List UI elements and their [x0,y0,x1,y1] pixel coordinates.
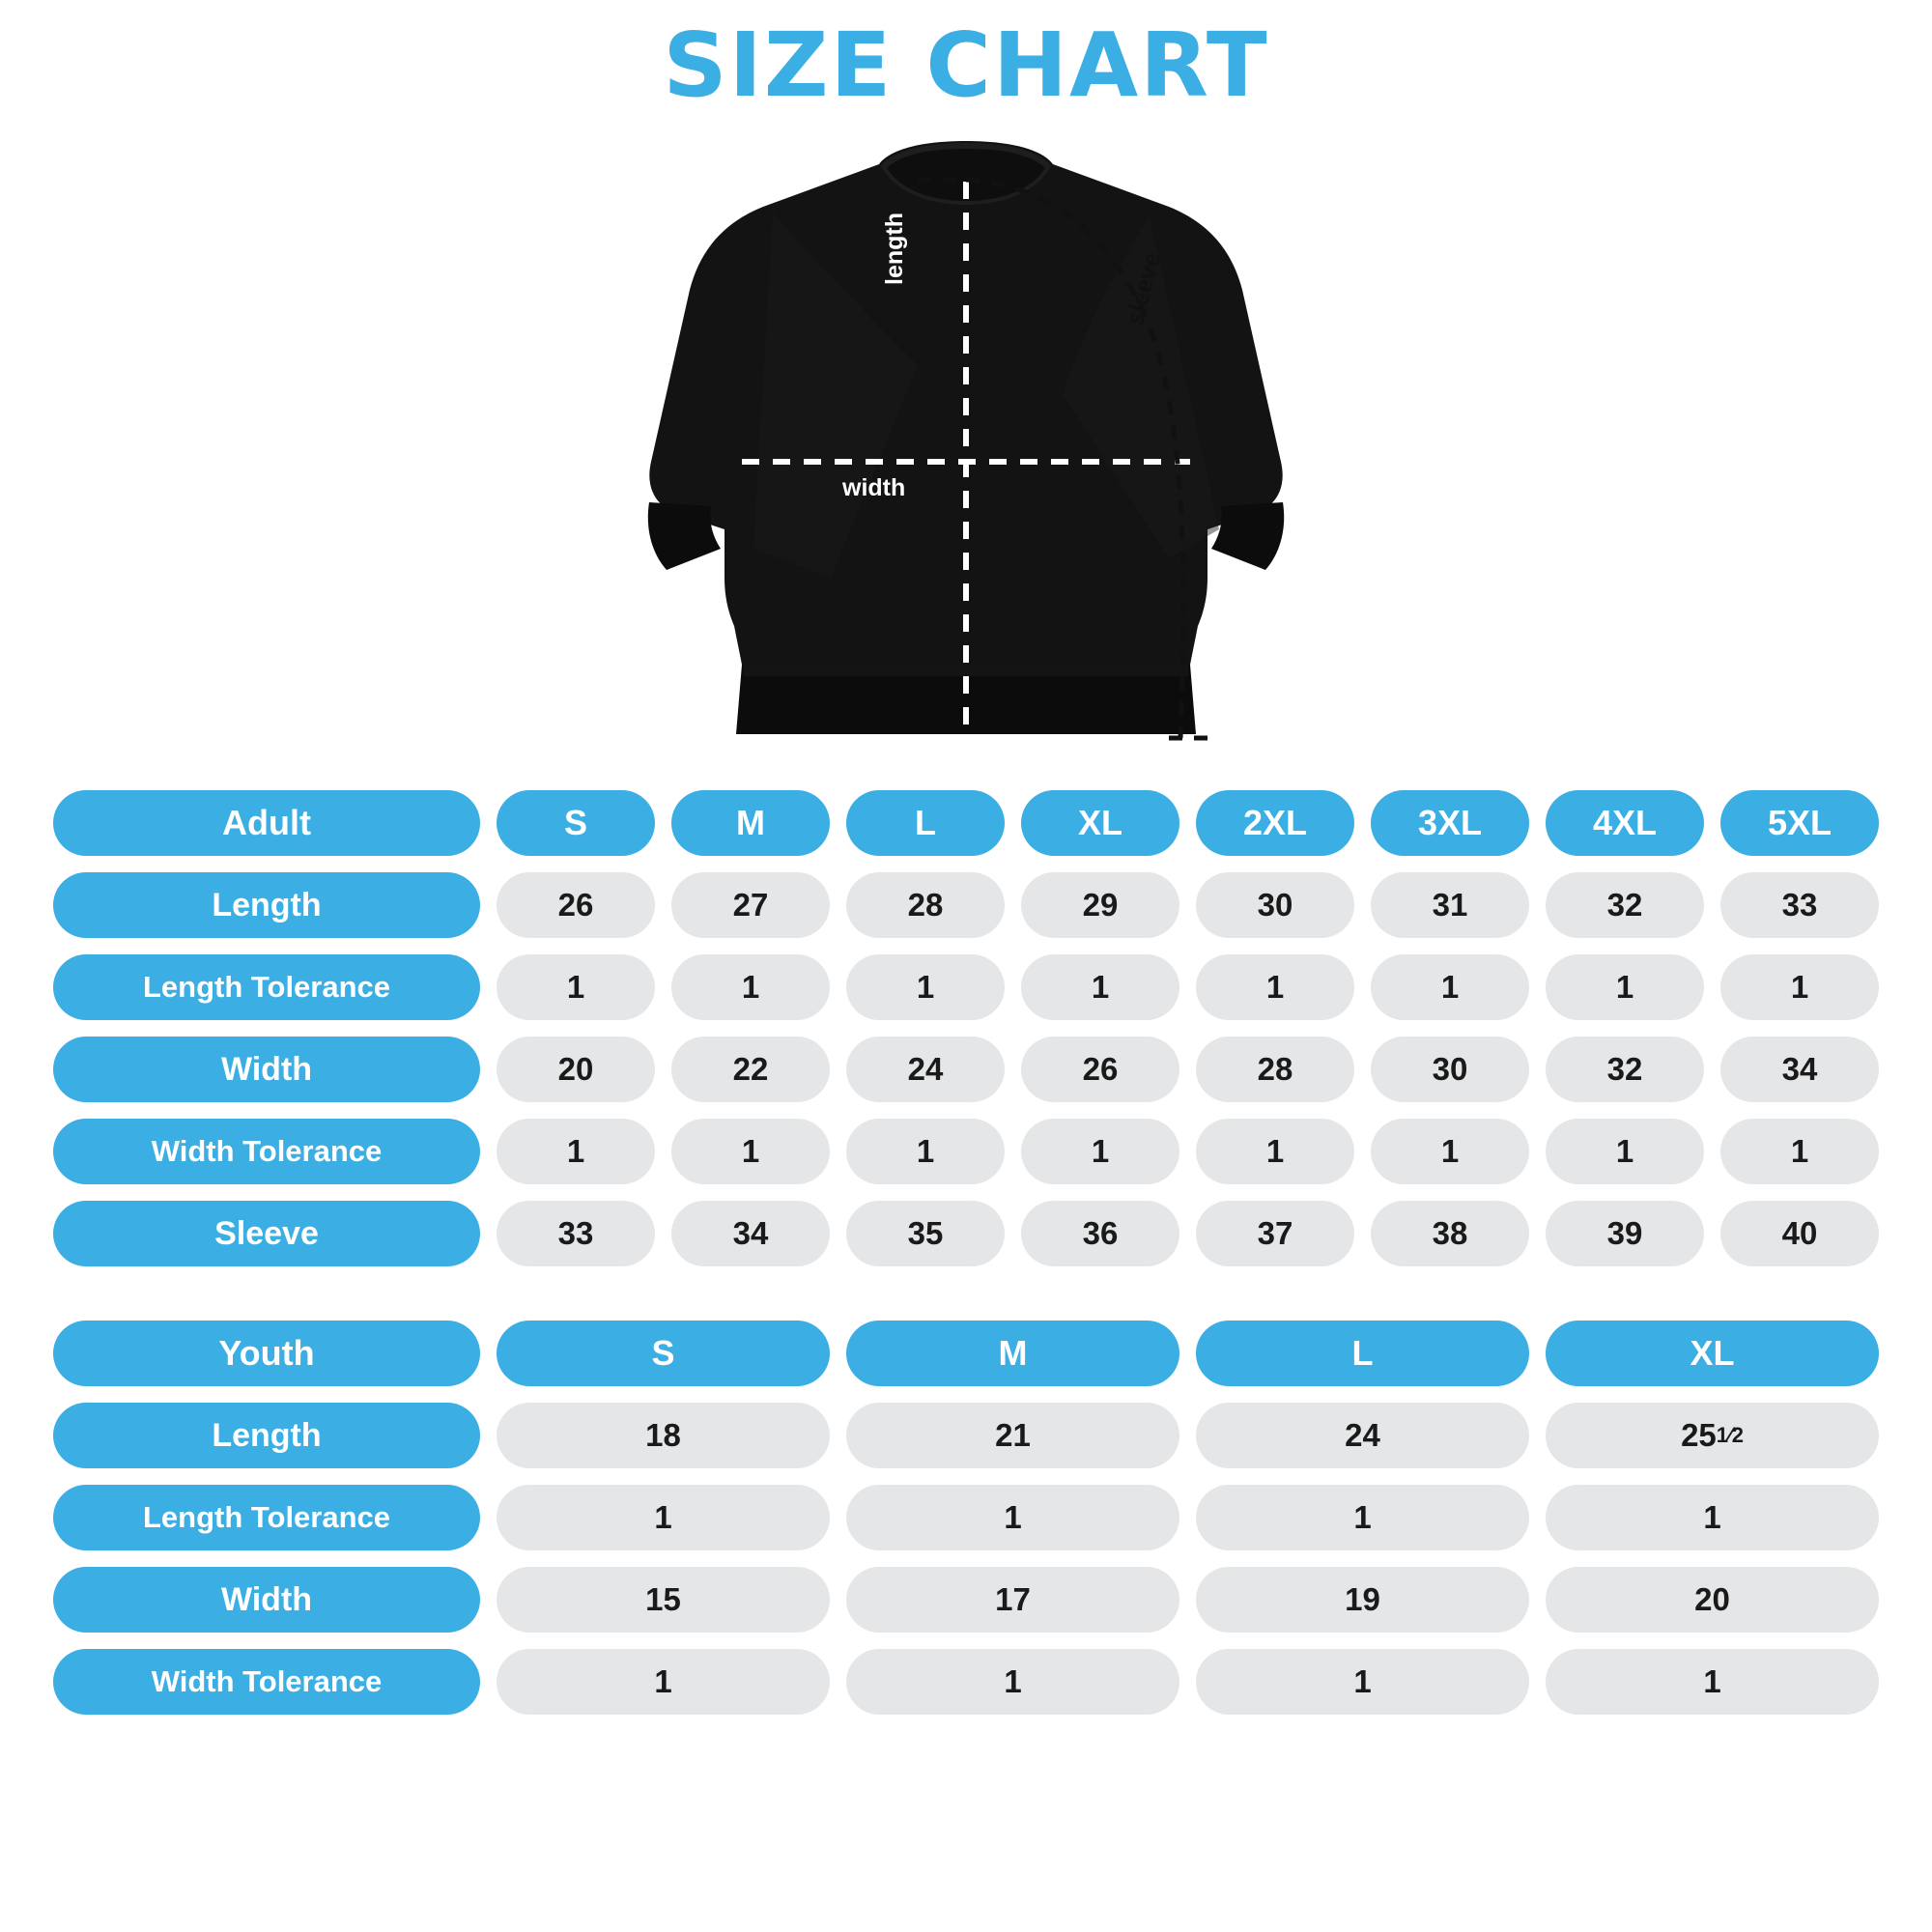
length-label: length [881,213,908,285]
youth-length-tolerance-xl: 1 [1546,1485,1879,1550]
adult-row-label-length: Length [53,872,480,938]
adult-width-tolerance-s: 1 [497,1119,655,1184]
adult-sleeve-2xl: 37 [1196,1201,1354,1266]
youth-width-tolerance-m: 1 [846,1649,1179,1715]
youth-width-s: 15 [497,1567,830,1633]
youth-length-s: 18 [497,1403,830,1468]
table-row [53,954,1879,1020]
page-title: SIZE CHART [663,14,1269,117]
adult-width-tolerance-2xl: 1 [1196,1119,1354,1184]
youth-column-xl: XL [1546,1321,1879,1386]
adult-length-tolerance-3xl: 1 [1371,954,1529,1020]
adult-width-2xl: 28 [1196,1037,1354,1102]
adult-length-xl: 29 [1021,872,1179,938]
table-row [53,1567,1879,1633]
adult-length-s: 26 [497,872,655,938]
adult-sleeve-5xl: 40 [1720,1201,1879,1266]
adult-width-xl: 26 [1021,1037,1179,1102]
adult-column-2xl: 2XL [1196,790,1354,856]
adult-width-m: 22 [671,1037,830,1102]
adult-length-tolerance-5xl: 1 [1720,954,1879,1020]
adult-width-s: 20 [497,1037,655,1102]
youth-length-l: 24 [1196,1403,1529,1468]
adult-sleeve-l: 35 [846,1201,1005,1266]
adult-column-xl: XL [1021,790,1179,856]
adult-length-tolerance-s: 1 [497,954,655,1020]
adult-width-3xl: 30 [1371,1037,1529,1102]
adult-length-tolerance-4xl: 1 [1546,954,1704,1020]
youth-length-m: 21 [846,1403,1179,1468]
table-row [53,1037,1879,1102]
adult-width-tolerance-l: 1 [846,1119,1005,1184]
youth-width-m: 17 [846,1567,1179,1633]
adult-length-l: 28 [846,872,1005,938]
adult-width-5xl: 34 [1720,1037,1879,1102]
adult-column-5xl: 5XL [1720,790,1879,856]
adult-sleeve-s: 33 [497,1201,655,1266]
youth-width-tolerance-l: 1 [1196,1649,1529,1715]
youth-header-row [53,1321,1879,1386]
youth-size-table [53,1321,1879,1715]
adult-length-5xl: 33 [1720,872,1879,938]
adult-length-tolerance-xl: 1 [1021,954,1179,1020]
youth-header-label: Youth [53,1321,480,1386]
table-row [53,1403,1879,1468]
youth-width-l: 19 [1196,1567,1529,1633]
sleeve-label: sleeve [1121,249,1167,328]
youth-length-xl: 25 1⁄2 [1546,1403,1879,1468]
adult-column-m: M [671,790,830,856]
width-label: width [842,474,906,501]
adult-width-l: 24 [846,1037,1005,1102]
adult-length-4xl: 32 [1546,872,1704,938]
adult-length-tolerance-2xl: 1 [1196,954,1354,1020]
youth-width-tolerance-s: 1 [497,1649,830,1715]
youth-column-l: L [1196,1321,1529,1386]
youth-row-label-length-tolerance: Length Tolerance [53,1485,480,1550]
adult-length-m: 27 [671,872,830,938]
table-row [53,1119,1879,1184]
adult-length-3xl: 31 [1371,872,1529,938]
youth-row-label-length: Length [53,1403,480,1468]
adult-width-tolerance-4xl: 1 [1546,1119,1704,1184]
sweatshirt-graphic [628,124,1304,781]
youth-length-tolerance-s: 1 [497,1485,830,1550]
adult-width-4xl: 32 [1546,1037,1704,1102]
adult-sleeve-m: 34 [671,1201,830,1266]
adult-width-tolerance-xl: 1 [1021,1119,1179,1184]
youth-width-xl: 20 [1546,1567,1879,1633]
youth-row-label-width: Width [53,1567,480,1633]
adult-row-label-width: Width [53,1037,480,1102]
table-row [53,1201,1879,1266]
adult-column-3xl: 3XL [1371,790,1529,856]
adult-width-tolerance-3xl: 1 [1371,1119,1529,1184]
adult-header-row [53,790,1879,856]
table-row [53,1485,1879,1550]
adult-row-label-width-tolerance: Width Tolerance [53,1119,480,1184]
youth-length-tolerance-l: 1 [1196,1485,1529,1550]
garment-illustration [53,114,1879,790]
youth-width-tolerance-xl: 1 [1546,1649,1879,1715]
youth-row-label-width-tolerance: Width Tolerance [53,1649,480,1715]
youth-column-s: S [497,1321,830,1386]
adult-row-label-sleeve: Sleeve [53,1201,480,1266]
table-row [53,1649,1879,1715]
adult-size-table [53,790,1879,1266]
adult-row-label-length-tolerance: Length Tolerance [53,954,480,1020]
adult-width-tolerance-m: 1 [671,1119,830,1184]
adult-sleeve-3xl: 38 [1371,1201,1529,1266]
adult-column-4xl: 4XL [1546,790,1704,856]
table-row [53,872,1879,938]
adult-column-l: L [846,790,1005,856]
adult-sleeve-4xl: 39 [1546,1201,1704,1266]
youth-column-m: M [846,1321,1179,1386]
adult-column-s: S [497,790,655,856]
adult-length-tolerance-m: 1 [671,954,830,1020]
adult-length-tolerance-l: 1 [846,954,1005,1020]
adult-header-label: Adult [53,790,480,856]
adult-sleeve-xl: 36 [1021,1201,1179,1266]
youth-length-tolerance-m: 1 [846,1485,1179,1550]
adult-length-2xl: 30 [1196,872,1354,938]
adult-width-tolerance-5xl: 1 [1720,1119,1879,1184]
